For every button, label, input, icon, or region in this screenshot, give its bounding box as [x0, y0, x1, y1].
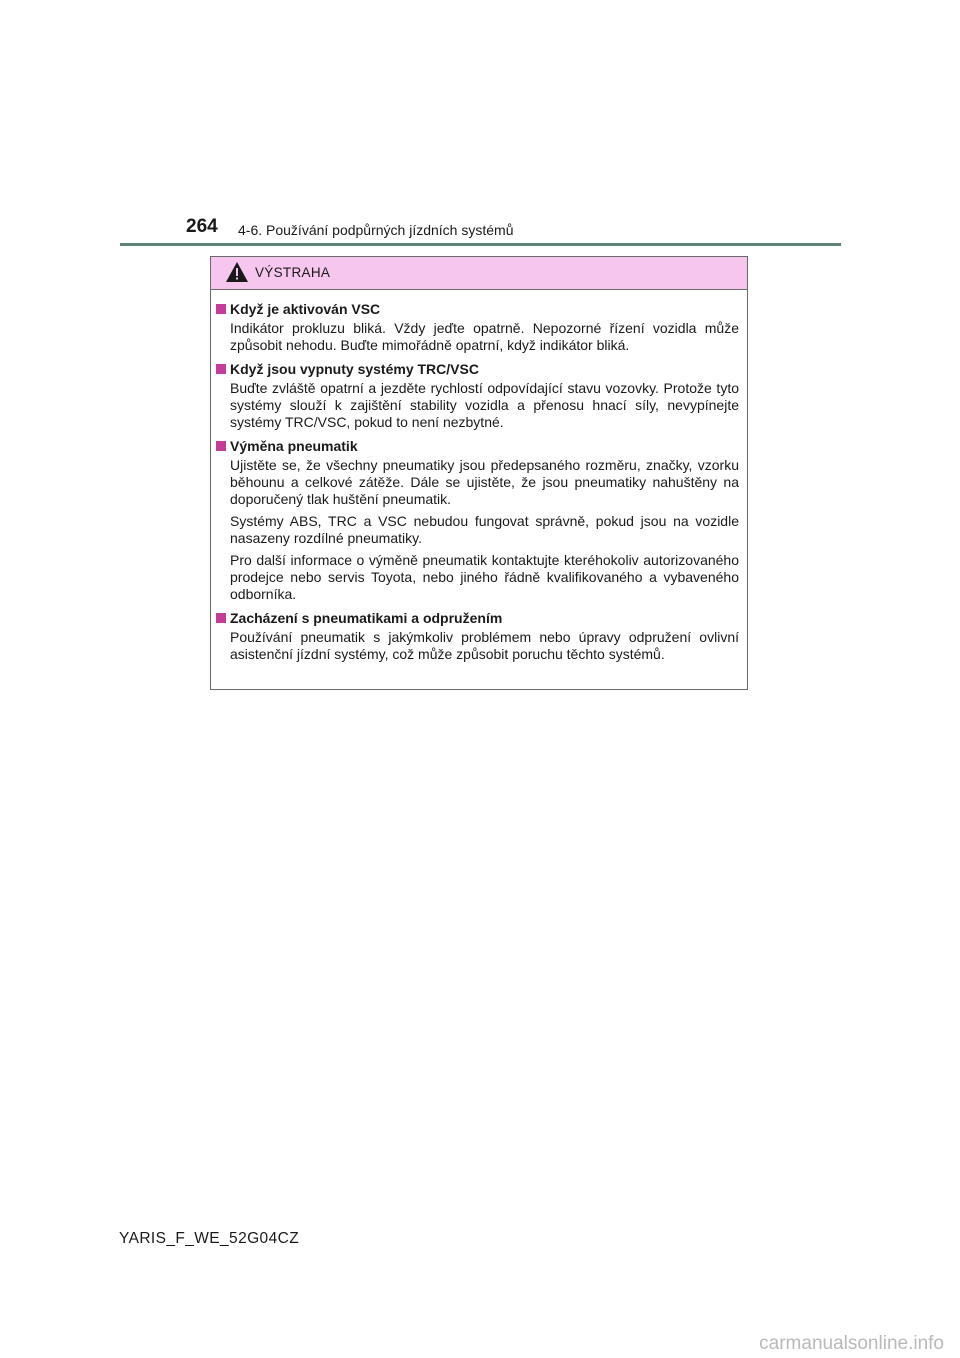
warning-item-title: [216, 610, 739, 627]
page-number: 264: [186, 216, 218, 237]
warning-header: [211, 257, 747, 290]
warning-triangle-icon: [225, 261, 249, 283]
section-title: 4-6. Používání podpůrných jízdních systémů: [238, 222, 514, 238]
warning-paragraph: Ujistěte se, že všechny pneumatiky jsou předepsaného rozměru, značky, vzorku běhounu a celkové zátěže. Dále se ujistěte, že jsou pneumatiky nahuštěny na doporučený tlak huštění pneumatik.: [230, 457, 739, 507]
warning-box: [210, 256, 748, 690]
square-bullet-icon: [216, 441, 226, 451]
warning-paragraph: Používání pneumatik s jakýmkoliv problémem nebo úpravy odpružení ovlivní asistenční jízdní systémy, což může způsobit poruchu těchto systémů.: [230, 629, 739, 662]
warning-item-title: [216, 361, 739, 378]
warning-label: VÝSTRAHA: [255, 265, 331, 280]
square-bullet-icon: [216, 613, 226, 623]
square-bullet-icon: [216, 364, 226, 374]
warning-item-title: [216, 438, 739, 455]
warning-paragraph: Systémy ABS, TRC a VSC nebudou fungovat správně, pokud jsou na vozidle nasazeny rozdílné pneumatiky.: [230, 513, 739, 546]
warning-body: [211, 290, 747, 663]
warning-item-title-text: Když je aktivován VSC: [230, 301, 381, 317]
header-rule: [120, 243, 841, 246]
warning-item-title: [216, 301, 739, 318]
warning-item-title-text: Zacházení s pneumatikami a odpružením: [230, 610, 503, 626]
watermark: carmanualsonline.info: [759, 1333, 944, 1354]
warning-item-title-text: Výměna pneumatik: [230, 438, 358, 454]
warning-paragraph: Buďte zvláště opatrní a jezděte rychlostí odpovídající stavu vozovky. Protože tyto systémy slouží k zajištění stability vozidla a přenosu hnací síly, nevypínejte systémy TRC/VSC, pokud to není nezbytné.: [230, 380, 739, 430]
document-code: YARIS_F_WE_52G04CZ: [119, 1230, 300, 1247]
warning-paragraph: Indikátor prokluzu bliká. Vždy jeďte opatrně. Nepozorné řízení vozidla může způsobit nehodu. Buďte mimořádně opatrní, když indikátor bliká.: [230, 320, 739, 353]
warning-item-title-text: Když jsou vypnuty systémy TRC/VSC: [230, 361, 479, 377]
square-bullet-icon: [216, 304, 226, 314]
warning-paragraph: Pro další informace o výměně pneumatik kontaktujte kteréhokoliv autorizovaného prodejce nebo servis Toyota, nebo jiného řádně kvalifikovaného a vybaveného odborníka.: [230, 552, 739, 602]
